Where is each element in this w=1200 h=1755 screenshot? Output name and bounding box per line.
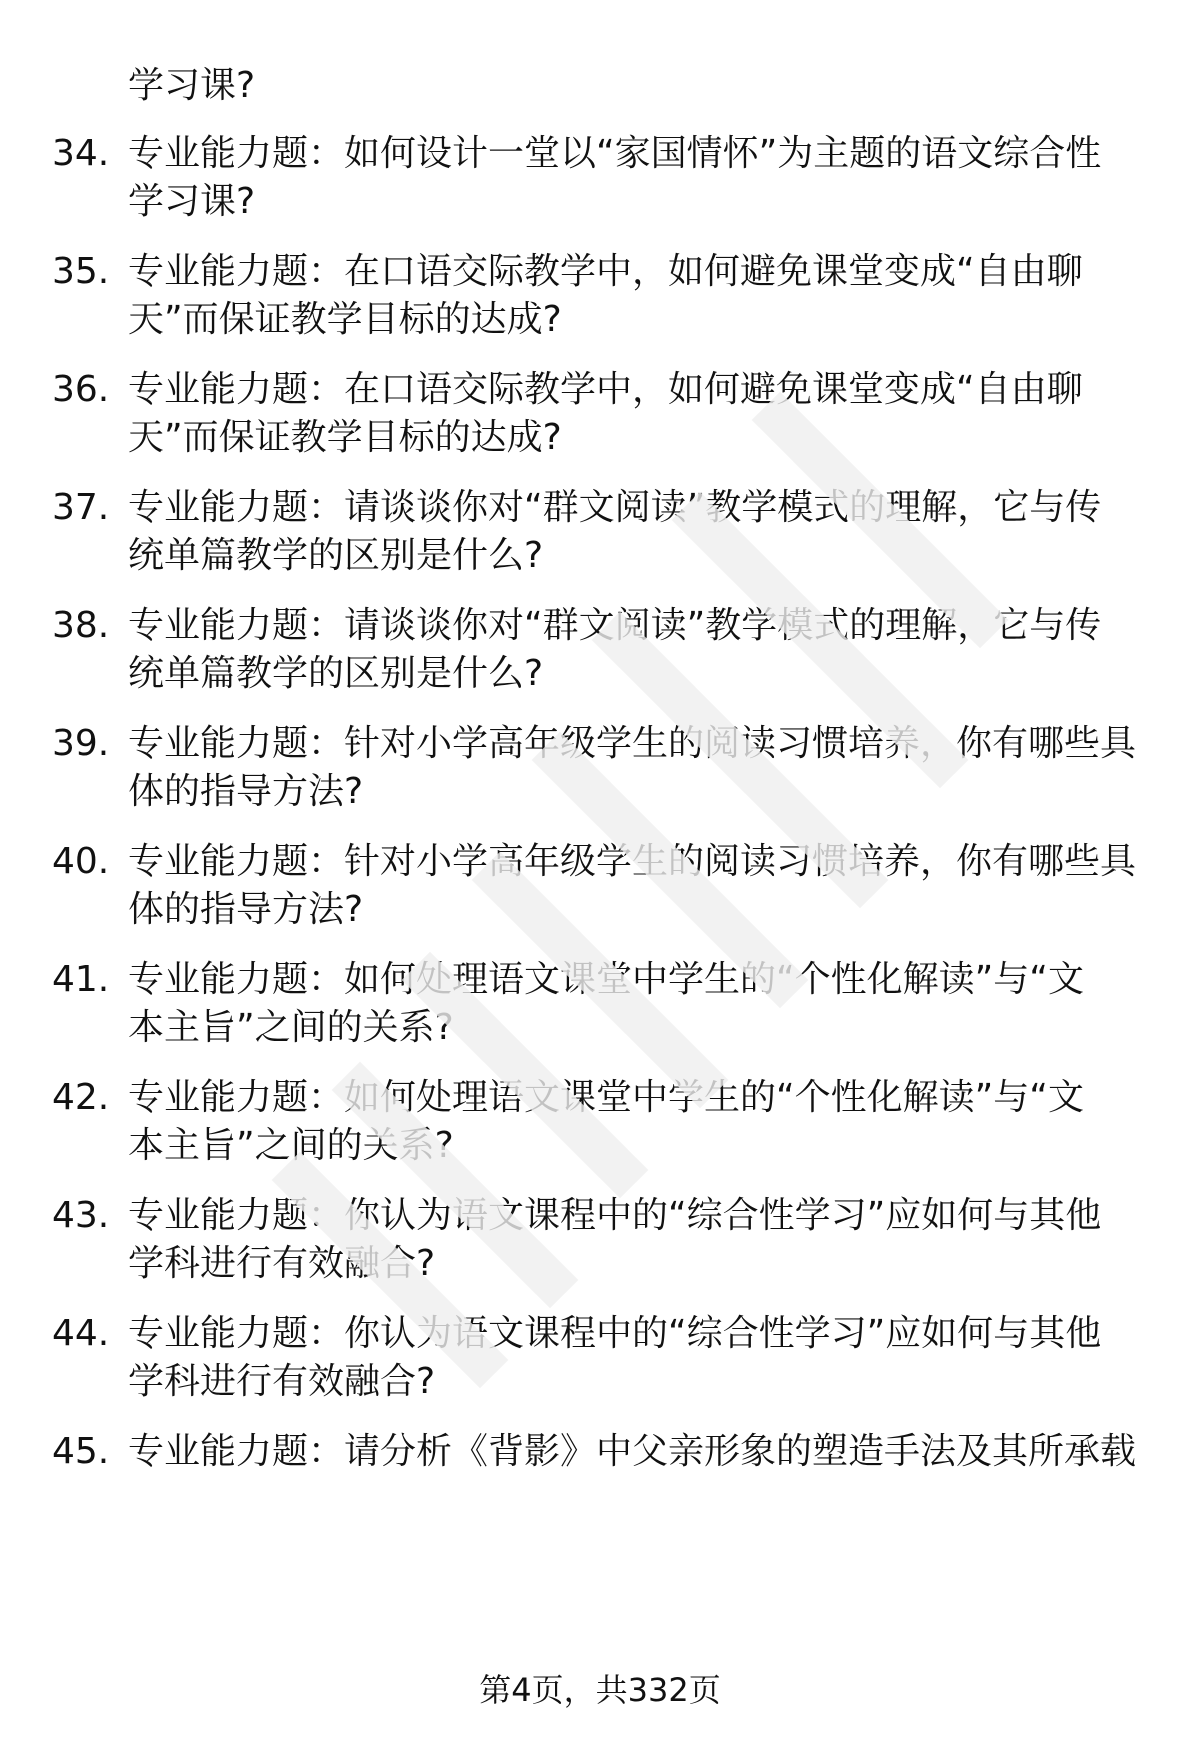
question-item: [0, 366, 1200, 462]
question-item: [0, 1310, 1200, 1406]
question-text-line1: 专业能力题：如何处理语文课堂中学生的“个性化解读”与“文: [128, 1077, 1084, 1118]
question-item: [0, 1074, 1200, 1170]
question-text-line2: 体的指导方法?: [128, 771, 364, 812]
question-number: 35.: [52, 251, 110, 292]
question-item: [0, 956, 1200, 1052]
question-text-line2: 本主旨”之间的关系?: [128, 1007, 454, 1048]
question-text-line2: 本主旨”之间的关系?: [128, 1125, 454, 1166]
question-number: 40.: [52, 841, 110, 882]
question-item: [0, 602, 1200, 698]
question-text-line2: 学科进行有效融合?: [128, 1243, 436, 1284]
question-number: 34.: [52, 133, 110, 174]
question-text-line2: 统单篇教学的区别是什么?: [128, 535, 544, 576]
question-text-line2: 天”而保证教学目标的达成?: [128, 417, 562, 458]
question-text-line1: 专业能力题：在口语交际教学中，如何避免课堂变成“自由聊: [128, 369, 1083, 410]
question-item: [0, 130, 1200, 226]
question-text-line1: 专业能力题：针对小学高年级学生的阅读习惯培养，你有哪些具: [128, 841, 1137, 882]
question-number: 41.: [52, 959, 110, 1000]
question-text-line1: 专业能力题：请分析《背影》中父亲形象的塑造手法及其所承载: [128, 1431, 1137, 1472]
question-item: [0, 838, 1200, 934]
question-text-line2: 天”而保证教学目标的达成?: [128, 299, 562, 340]
question-item: [0, 248, 1200, 344]
question-item: [0, 720, 1200, 816]
question-text-line1: 专业能力题：请谈谈你对“群文阅读”教学模式的理解，它与传: [128, 487, 1102, 528]
question-text-line1: 专业能力题：请谈谈你对“群文阅读”教学模式的理解，它与传: [128, 605, 1102, 646]
question-item: [0, 484, 1200, 580]
question-number: 45.: [52, 1431, 110, 1472]
question-text-line1: 专业能力题：如何设计一堂以“家国情怀”为主题的语文综合性: [128, 133, 1102, 174]
question-number: 36.: [52, 369, 110, 410]
question-number: 43.: [52, 1195, 110, 1236]
question-text-line2: 学科进行有效融合?: [128, 1361, 436, 1402]
question-number: 38.: [52, 605, 110, 646]
question-text-line1: 专业能力题：在口语交际教学中，如何避免课堂变成“自由聊: [128, 251, 1083, 292]
question-text-line2: 统单篇教学的区别是什么?: [128, 653, 544, 694]
question-text-line2: 学习课?: [128, 181, 256, 222]
continued-question-text: 学习课?: [128, 65, 256, 106]
page-footer: 第4页，共332页: [479, 1671, 721, 1709]
question-text-line1: 专业能力题：你认为语文课程中的“综合性学习”应如何与其他: [128, 1313, 1102, 1354]
question-item: [0, 1428, 1200, 1476]
question-number: 42.: [52, 1077, 110, 1118]
question-number: 37.: [52, 487, 110, 528]
question-item: [0, 1192, 1200, 1288]
question-text-line1: 专业能力题：你认为语文课程中的“综合性学习”应如何与其他: [128, 1195, 1102, 1236]
question-text-line1: 专业能力题：如何处理语文课堂中学生的“个性化解读”与“文: [128, 959, 1084, 1000]
question-number: 39.: [52, 723, 110, 764]
question-text-line2: 体的指导方法?: [128, 889, 364, 930]
question-text-line1: 专业能力题：针对小学高年级学生的阅读习惯培养，你有哪些具: [128, 723, 1137, 764]
question-number: 44.: [52, 1313, 110, 1354]
